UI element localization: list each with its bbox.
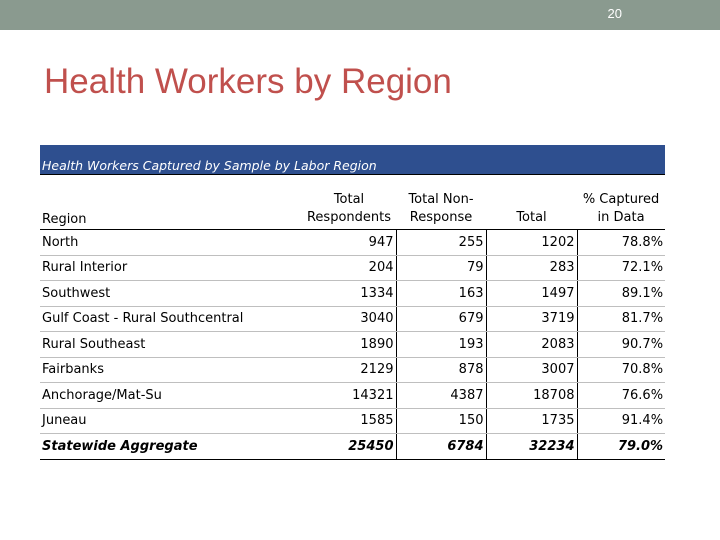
total-cell: 1202 [486, 230, 577, 256]
respondents-cell: 14321 [302, 383, 396, 409]
region-cell: Statewide Aggregate [40, 434, 302, 460]
table-caption: Health Workers Captured by Sample by Labor Region [40, 145, 665, 175]
table-row [40, 281, 665, 307]
captured-cell: 90.7% [577, 332, 665, 358]
captured-cell: 70.8% [577, 357, 665, 383]
table-row [40, 230, 665, 256]
total-cell: 18708 [486, 383, 577, 409]
table-row-aggregate [40, 434, 665, 460]
region-cell: Gulf Coast - Rural Southcentral [40, 306, 302, 332]
header-total-non-response: Total Non- Response [396, 175, 486, 230]
table-row [40, 332, 665, 358]
header-percent-captured: % Captured in Data [577, 175, 665, 230]
non-response-cell: 255 [396, 230, 486, 256]
region-cell: Anchorage/Mat-Su [40, 383, 302, 409]
header-total-respondents: Total Respondents [302, 175, 396, 230]
table-body [40, 230, 665, 460]
region-cell: Rural Interior [40, 255, 302, 281]
region-cell: Southwest [40, 281, 302, 307]
total-cell: 2083 [486, 332, 577, 358]
captured-cell: 72.1% [577, 255, 665, 281]
table-caption-row [40, 145, 665, 175]
region-cell: Juneau [40, 408, 302, 434]
slide-title: Health Workers by Region [44, 62, 452, 101]
non-response-cell: 163 [396, 281, 486, 307]
respondents-cell: 25450 [302, 434, 396, 460]
captured-cell: 76.6% [577, 383, 665, 409]
total-cell: 32234 [486, 434, 577, 460]
non-response-cell: 150 [396, 408, 486, 434]
respondents-cell: 1334 [302, 281, 396, 307]
respondents-cell: 1890 [302, 332, 396, 358]
respondents-cell: 3040 [302, 306, 396, 332]
slide-top-bar [0, 0, 720, 30]
table-row [40, 408, 665, 434]
table-header-row [40, 175, 665, 230]
captured-cell: 79.0% [577, 434, 665, 460]
non-response-cell: 79 [396, 255, 486, 281]
region-cell: Rural Southeast [40, 332, 302, 358]
page-number: 20 [607, 6, 622, 21]
respondents-cell: 204 [302, 255, 396, 281]
region-cell: North [40, 230, 302, 256]
captured-cell: 81.7% [577, 306, 665, 332]
header-region: Region [40, 175, 302, 230]
region-cell: Fairbanks [40, 357, 302, 383]
respondents-cell: 1585 [302, 408, 396, 434]
captured-cell: 78.8% [577, 230, 665, 256]
captured-cell: 89.1% [577, 281, 665, 307]
respondents-cell: 947 [302, 230, 396, 256]
non-response-cell: 679 [396, 306, 486, 332]
non-response-cell: 6784 [396, 434, 486, 460]
total-cell: 3007 [486, 357, 577, 383]
table-row [40, 357, 665, 383]
table-row [40, 306, 665, 332]
total-cell: 283 [486, 255, 577, 281]
captured-cell: 91.4% [577, 408, 665, 434]
health-workers-table [40, 145, 665, 460]
total-cell: 1735 [486, 408, 577, 434]
non-response-cell: 4387 [396, 383, 486, 409]
non-response-cell: 878 [396, 357, 486, 383]
header-total: Total [486, 175, 577, 230]
table-row [40, 255, 665, 281]
total-cell: 3719 [486, 306, 577, 332]
table-row [40, 383, 665, 409]
respondents-cell: 2129 [302, 357, 396, 383]
total-cell: 1497 [486, 281, 577, 307]
non-response-cell: 193 [396, 332, 486, 358]
